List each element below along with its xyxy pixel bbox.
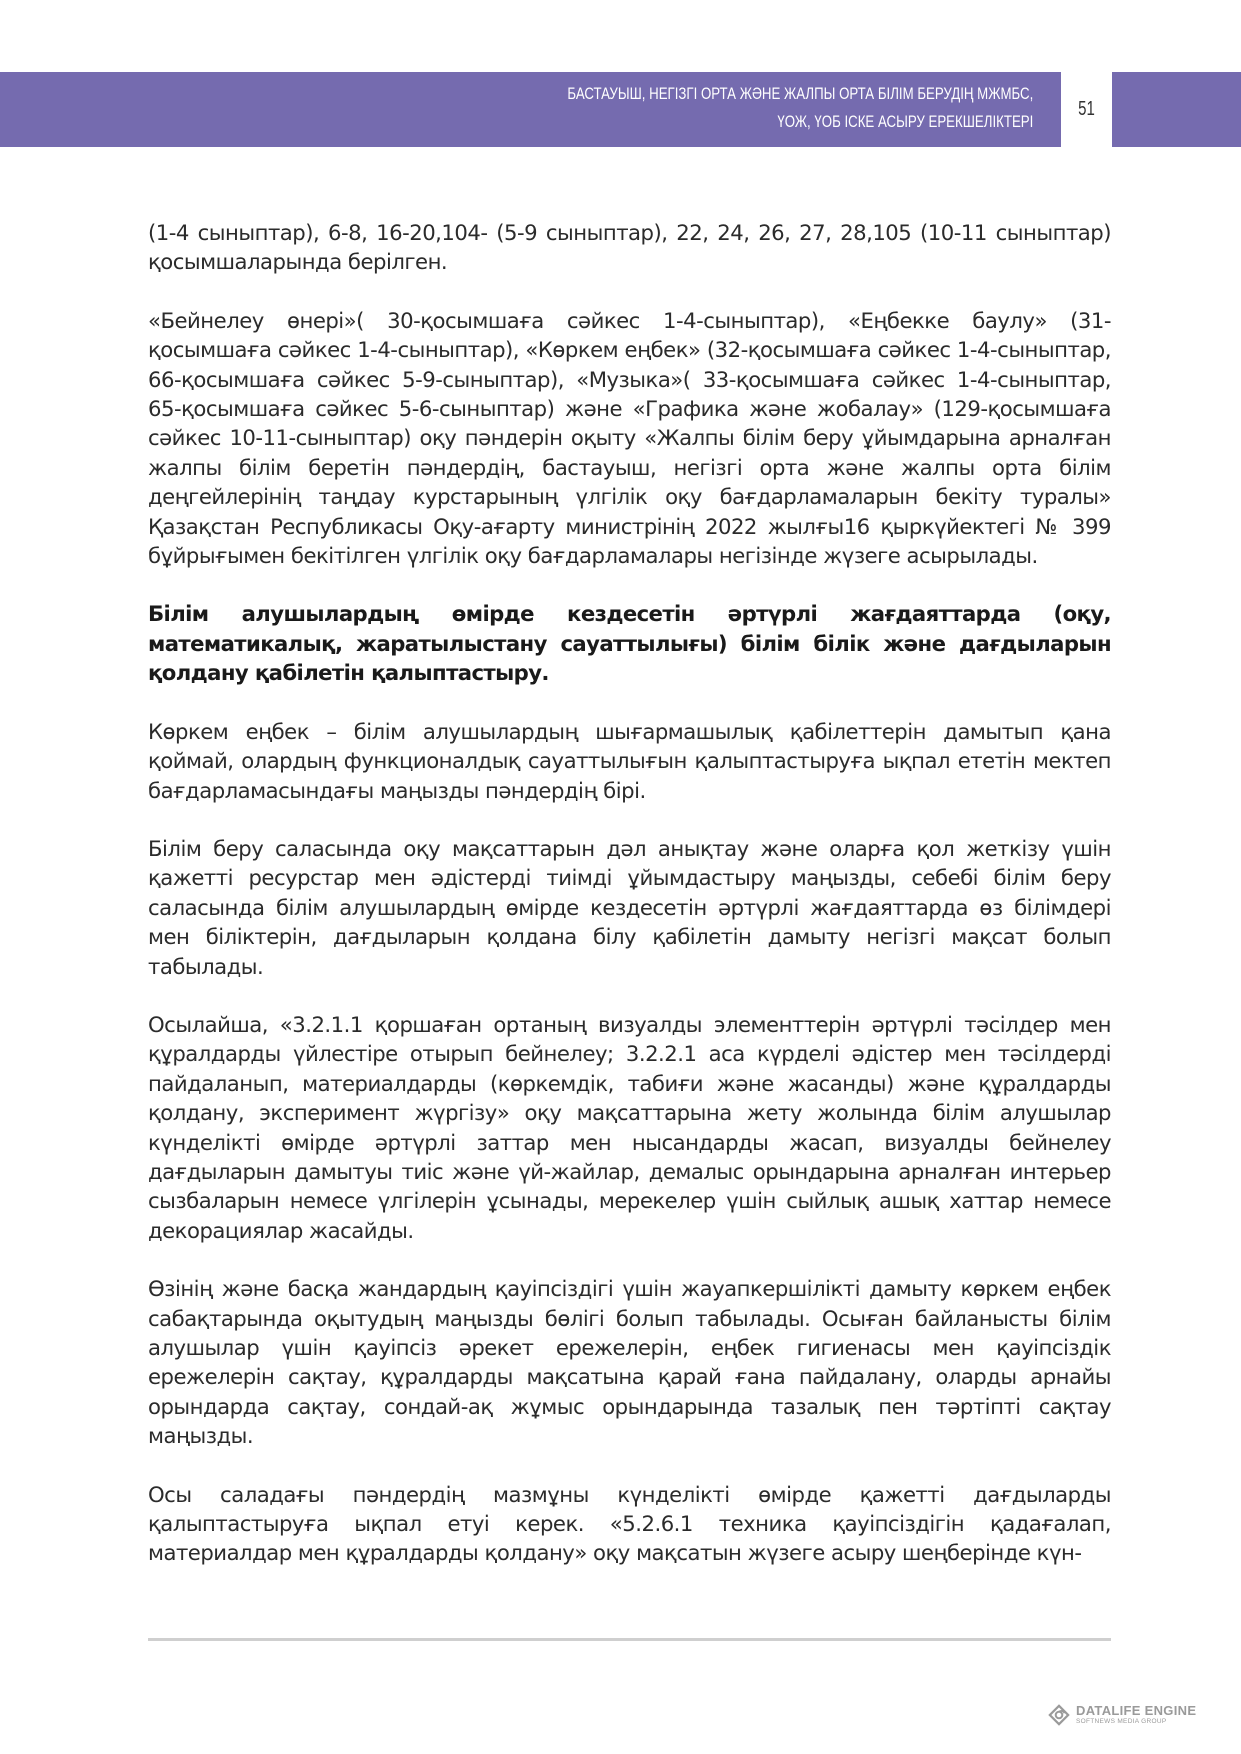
- page-body: [148, 218, 1111, 1597]
- paragraph-appendix-list: (1-4 сыныптар), 6-8, 16-20,104- (5-9 сыныптар), 22, 24, 26, 27, 28,105 (10-11 сыныптар) қосымшаларында берілген.: [148, 220, 1111, 275]
- section-heading: Білім алушылардың өмірде кездесетін әртүрлі жағдаяттарда (оқу, математикалық, жаратылыстану сауаттылығы) білім білік және дағдыларын қолдану қабілетін қалыптастыру.: [148, 601, 1111, 686]
- watermark-subtitle: SOFTNEWS MEDIA GROUP: [1076, 1718, 1167, 1726]
- paragraph-art-labor-definition: Көркем еңбек – білім алушылардың шығармашылық қабілеттерін дамытып қана қоймай, олардың функционалдық сауаттылығын қалыптастыруға ықпал ететін мектеп бағдарламасындағы маңызды пәндердің бірі.: [148, 718, 1111, 803]
- footer-divider: [148, 1638, 1111, 1641]
- header-title-line-1: БАСТАУЫШ, НЕГІЗГІ ОРТА ЖӘНЕ ЖАЛПЫ ОРТА БІЛІМ БЕРУДІҢ МЖМБС,: [567, 84, 1033, 103]
- paragraph-objectives-examples: Осылайша, «3.2.1.1 қоршаған ортаның визуалды элементтерін әртүрлі тәсілдер мен құралдарды үйлестіре отырып бейнелеу; 3.2.2.1 аса күрделі әдістер мен тәсілдерді пайдаланып, материалдарды (көркемдік, табиғи және жасанды) және құралдарды қолдану, эксперимент жүргізу» оқу мақсаттарына жету жолында білім алушылар күнделікті өмірде әртүрлі заттар мен нысандарды жасап, визуалды бейнелеу дағдыларын дамытуы тиіс және үй-жайлар, демалыс орындарына арналған интерьер сызбаларын немесе үлгілерін ұсынады, мерекелер үшін сыйлық ашық хаттар немесе декорациялар жасайды.: [148, 1011, 1111, 1243]
- paragraph-safety-responsibility: Өзінің және басқа жандардың қауіпсіздігі үшін жауапкершілікті дамыту көркем еңбек сабақтарында оқытудың маңызды бөлігі болып табылады. Осыған байланысты білім алушылар үшін қауіпсіз әрекет ережелерін, еңбек гигиенасы мен қауіпсіздік ережелерін сақтау, құралдарды мақсатына қарай ғана пайдалану, оларды арнайы орындарда сақтау, сондай-ақ жұмыс орындарында тазалық пен тәртіпті сақтау маңызды.: [148, 1276, 1111, 1449]
- header-title-line-2: ҮОЖ, ҮОБ ІСКЕ АСЫРУ ЕРЕКШЕЛІКТЕРІ: [777, 112, 1033, 131]
- paragraph-subjects-programs: «Бейнелеу өнері»( 30-қосымшаға сәйкес 1-4-сыныптар), «Еңбекке баулу» (31-қосымшаға сәйкес 1-4-сыныптар), «Көркем еңбек» (32-қосымшаға сәйкес 1-4-сыныптар, 66-қосымшаға сәйкес 5-9-сыныптар), «Музыка»( 33-қосымшаға сәйкес 1-4-сыныптар, 65-қосымшаға сәйкес 5-6-сыныптар) және «Графика және жобалау» (129-қосымшаға сәйкес 10-11-сыныптар) оқу пәндерін оқыту «Жалпы білім беру ұйымдарына арналған жалпы білім беретін пәндердің, бастауыш, негізгі орта және жалпы орта білім деңгейлерінің таңдау курстарының үлгілік оқу бағдарламаларын бекіту туралы» Қазақстан Республикасы Оқу-ағарту министрінің 2022 жылғы16 қыркүйектегі № 399 бұйрығымен бекітілген үлгілік оқу бағдарламалары негізінде жүзеге асырылады.: [148, 307, 1111, 569]
- running-header-title: [567, 80, 1033, 136]
- header-accent-box: [1112, 72, 1241, 147]
- paragraph-learning-goals: Білім беру саласында оқу мақсаттарын дәл анықтау және оларға қол жеткізу үшін қажетті ресурстар мен әдістерді тиімді ұйымдастыру маңызды, себебі білім беру саласында білім алушылардың өмірде кездесетін әртүрлі жағдаяттарда өз білімдері мен біліктерін, дағдыларын қолдана білу қабілетін дамыту негізгі мақсат болып табылады.: [148, 835, 1111, 979]
- paragraph-subject-content: Осы саладағы пәндердің мазмұны күнделікті өмірде қажетті дағдыларды қалыптастыруға ықпал етуі керек. «5.2.6.1 техника қауіпсіздігін қадағалап, материалдар мен құралдарды қолдану» оқу мақсатын жүзеге асыру шеңберінде күн-: [148, 1481, 1111, 1566]
- header-band: [0, 72, 1061, 147]
- page-number: 51: [1078, 98, 1095, 120]
- datalife-logo-icon: [1048, 1704, 1070, 1726]
- watermark: [1048, 1704, 1196, 1726]
- watermark-name: DATALIFE ENGINE: [1076, 1703, 1197, 1719]
